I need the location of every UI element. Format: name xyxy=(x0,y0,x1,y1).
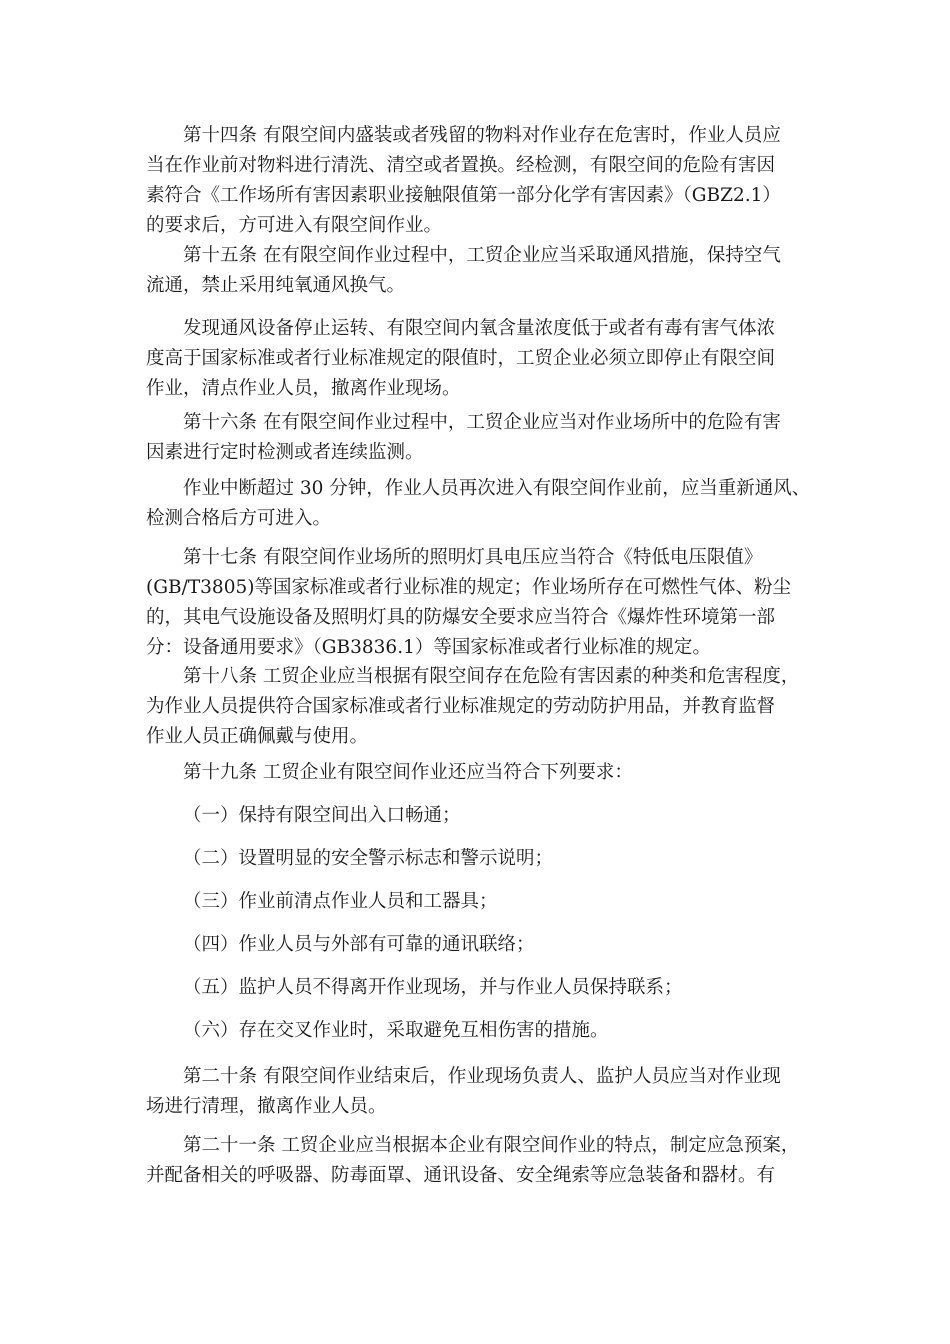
list-item-4 xyxy=(146,930,836,960)
paragraph-article-17 xyxy=(146,543,836,663)
paragraph-article-18 xyxy=(146,662,836,752)
paragraph-ventilation-stop xyxy=(146,314,836,404)
text-line: 第十四条 有限空间内盛装或者残留的物料对作业存在危害时，作业人员应 xyxy=(183,125,781,146)
text-line: 的，其电气设施设备及照明灯具的防爆安全要求应当符合《爆炸性环境第一部 xyxy=(146,607,776,628)
text-line: (GB/T3805)等国家标准或者行业标准的规定；作业场所存在可燃性气体、粉尘 xyxy=(146,577,791,598)
text-line: 分：设备通用要求》（GB3836.1）等国家标准或者行业标准的规定。 xyxy=(146,637,711,658)
paragraph-article-15 xyxy=(146,241,836,301)
text-line: 当在作业前对物料进行清洗、清空或者置换。经检测，有限空间的危险有害因 xyxy=(146,155,776,176)
text-line: 第二十条 有限空间作业结束后，作业现场负责人、监护人员应当对作业现 xyxy=(183,1066,781,1087)
text-line: 的要求后，方可进入有限空间作业。 xyxy=(146,215,443,236)
list-item-3 xyxy=(146,887,836,917)
text-line: 场进行清理，撤离作业人员。 xyxy=(146,1096,387,1117)
text-line: 作业人员正确佩戴与使用。 xyxy=(146,726,369,747)
text-line: 第十六条 在有限空间作业过程中，工贸企业应当对作业场所中的危险有害 xyxy=(183,412,781,433)
text-line: 第二十一条 工贸企业应当根据本企业有限空间作业的特点，制定应急预案， xyxy=(183,1135,800,1156)
text-line: 第十七条 有限空间作业场所的照明灯具电压应当符合《特低电压限值》 xyxy=(183,547,763,568)
list-item-1 xyxy=(146,801,836,831)
paragraph-article-20 xyxy=(146,1062,836,1122)
text-line: 第十五条 在有限空间作业过程中，工贸企业应当采取通风措施，保持空气 xyxy=(183,245,781,266)
paragraph-article-19 xyxy=(146,758,836,788)
text-line: 第十八条 工贸企业应当根据有限空间存在危险有害因素的种类和危害程度， xyxy=(183,666,800,687)
paragraph-article-16 xyxy=(146,408,836,468)
text-line: （五）监护人员不得离开作业现场，并与作业人员保持联系； xyxy=(183,977,683,998)
paragraph-article-21 xyxy=(146,1131,836,1191)
text-line: 发现通风设备停止运转、有限空间内氧含量浓度低于或者有毒有害气体浓 xyxy=(183,318,776,339)
list-item-6 xyxy=(146,1016,836,1046)
text-line: 作业中断超过 30 分钟，作业人员再次进入有限空间作业前，应当重新通风、 xyxy=(183,478,811,499)
paragraph-interruption xyxy=(146,474,836,534)
list-item-2 xyxy=(146,844,836,874)
text-line: （三）作业前清点作业人员和工器具； xyxy=(183,891,498,912)
text-line: 素符合《工作场所有害因素职业接触限值第一部分化学有害因素》（GBZ2.1） xyxy=(146,185,781,206)
text-line: 并配备相关的呼吸器、防毒面罩、通讯设备、安全绳索等应急装备和器材。有 xyxy=(146,1165,776,1186)
text-line: 为作业人员提供符合国家标准或者行业标准规定的劳动防护用品，并教育监督 xyxy=(146,696,776,717)
text-line: （一）保持有限空间出入口畅通； xyxy=(183,805,461,826)
text-line: （六）存在交叉作业时，采取避免互相伤害的措施。 xyxy=(183,1020,609,1041)
text-line: 流通，禁止采用纯氧通风换气。 xyxy=(146,275,406,296)
text-line: 第十九条 工贸企业有限空间作业还应当符合下列要求： xyxy=(183,762,633,783)
text-line: 度高于国家标准或者行业标准规定的限值时，工贸企业必须立即停止有限空间 xyxy=(146,348,776,369)
text-line: （四）作业人员与外部有可靠的通讯联络； xyxy=(183,934,535,955)
text-line: 检测合格后方可进入。 xyxy=(146,508,332,529)
text-line: 作业，清点作业人员，撤离作业现场。 xyxy=(146,378,461,399)
text-line: （二）设置明显的安全警示标志和警示说明； xyxy=(183,848,554,869)
text-line: 因素进行定时检测或者连续监测。 xyxy=(146,442,424,463)
list-item-5 xyxy=(146,973,836,1003)
paragraph-article-14 xyxy=(146,121,836,241)
